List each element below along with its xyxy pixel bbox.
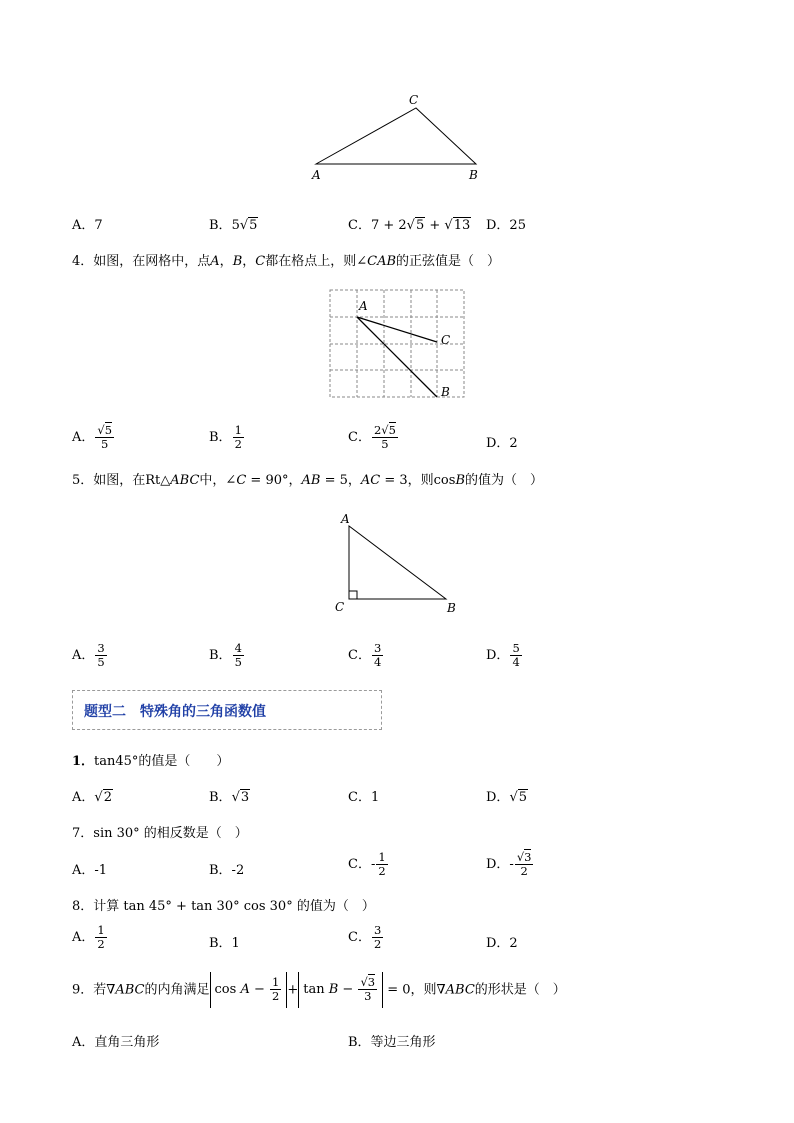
sqrt-expression: √5 — [509, 790, 528, 805]
q3-option-a[interactable]: A．7 — [72, 218, 103, 233]
denominator: 5 — [381, 437, 389, 451]
question-text: 的形状是（ ） — [474, 982, 566, 998]
sqrt-sign: √ — [360, 975, 368, 989]
denominator: 3 — [364, 989, 372, 1003]
numerator: 3 — [373, 641, 382, 655]
fraction — [372, 424, 398, 451]
radicand: 5 — [518, 790, 528, 805]
triangle-figure-q3 — [300, 88, 500, 188]
q4-option-a[interactable] — [72, 424, 115, 451]
side-ac: AC — [360, 473, 381, 488]
option-letter: C．- — [348, 857, 376, 872]
coefficient: 5 — [231, 218, 240, 233]
question-number: 1． — [72, 754, 95, 769]
numerator: 1 — [272, 975, 280, 989]
vertex-label-c: C — [409, 93, 419, 107]
sqrt-expression: √13 — [444, 218, 471, 233]
q1-option-b[interactable] — [209, 786, 250, 805]
sqrt-expression: √5 — [239, 218, 258, 233]
numerator: 1 — [97, 923, 105, 937]
question-5 — [72, 469, 543, 488]
q9-option-b[interactable]: B．等边三角形 — [348, 1035, 436, 1050]
absolute-value-1 — [210, 972, 288, 1008]
q3-option-b[interactable] — [209, 214, 258, 233]
radicand: 3 — [524, 850, 532, 864]
option-letter: C． — [348, 218, 371, 233]
q8-option-c[interactable] — [348, 924, 384, 951]
question-text: 的内角满足 — [144, 982, 210, 998]
q4-option-c[interactable] — [348, 424, 399, 451]
sqrt-sign: √ — [381, 423, 389, 437]
radicand: 5 — [388, 423, 396, 437]
radicand: 3 — [367, 975, 376, 989]
point-label-a: A — [359, 299, 368, 313]
option-letter: A． — [72, 930, 95, 945]
denominator: 5 — [234, 655, 242, 669]
question-text: = 0，则∇ — [383, 982, 446, 998]
option-letter: D． — [486, 790, 510, 805]
option-letter: A． — [72, 648, 95, 663]
numerator: 1 — [234, 423, 242, 437]
term-1: 7 + 2 — [370, 218, 407, 233]
denominator: 5 — [97, 655, 105, 669]
numerator: 1 — [378, 850, 386, 864]
vertex-label-a: A — [312, 168, 321, 182]
vertex-label-b: B — [469, 168, 478, 182]
q7-option-a[interactable]: A．-1 — [72, 863, 108, 878]
radicand: 13 — [453, 218, 471, 233]
denominator: 2 — [373, 937, 382, 951]
option-letter: B． — [209, 430, 232, 445]
question-text: = 5， — [320, 473, 361, 488]
option-letter: C． — [348, 430, 371, 445]
right-angle-marker — [349, 591, 357, 599]
question-text: 中，∠ — [199, 473, 237, 488]
triangle-abc-shape — [316, 108, 476, 164]
question-text: 的正弦值是（ ） — [396, 254, 501, 269]
fraction — [95, 642, 106, 669]
angle-name: CAB — [367, 254, 397, 269]
option-letter: C． — [348, 648, 371, 663]
fraction — [376, 851, 387, 878]
point-label-c: C — [441, 333, 451, 347]
angle-vertex: C — [236, 473, 247, 488]
fraction — [515, 851, 534, 878]
radicand: 2 — [103, 790, 112, 805]
absolute-value-2 — [298, 972, 383, 1008]
q5-option-d[interactable] — [486, 642, 523, 669]
option-letter: B． — [209, 218, 232, 233]
option-letter: D． — [486, 648, 510, 663]
q5-option-a[interactable] — [72, 642, 108, 669]
q8-option-a[interactable] — [72, 924, 108, 951]
fraction — [233, 424, 244, 451]
q5-option-b[interactable] — [209, 642, 245, 669]
q1-option-c[interactable]: C．1 — [348, 790, 380, 805]
q7-option-b[interactable]: B．-2 — [209, 863, 245, 878]
q1-option-a[interactable] — [72, 786, 113, 805]
question-text: 9．若∇ — [72, 982, 116, 998]
minus-sign: − — [249, 982, 269, 997]
separator: ， — [242, 254, 256, 269]
q8-option-d[interactable]: D．2 — [486, 936, 518, 951]
sqrt-expression: √2 — [94, 790, 112, 805]
denominator: 4 — [373, 655, 382, 669]
q4-option-b[interactable] — [209, 424, 245, 451]
numerator: 3 — [97, 641, 105, 655]
fraction — [358, 976, 377, 1003]
sqrt-sign: √ — [516, 850, 525, 864]
point-c: C — [255, 254, 266, 269]
q8-option-b[interactable]: B．1 — [209, 936, 240, 951]
vertex-label-c: C — [335, 600, 345, 614]
q9-option-a[interactable]: A．直角三角形 — [72, 1035, 160, 1050]
q3-option-c[interactable] — [348, 214, 471, 233]
coefficient: 2 — [373, 423, 382, 437]
question-text: 都在格点上，则∠ — [265, 254, 368, 269]
denominator: 2 — [272, 989, 280, 1003]
q7-option-c[interactable] — [348, 851, 389, 878]
plus-sign: + — [287, 982, 299, 998]
triangle-name: ABC — [115, 982, 145, 998]
sqrt-sign: √ — [97, 423, 105, 437]
option-letter: C． — [348, 930, 371, 945]
question-8: 8．计算 tan 45° + tan 30° cos 30° 的值为（ ） — [72, 899, 375, 914]
numerator: 3 — [373, 923, 382, 937]
question-text: = 90°， — [246, 473, 302, 488]
fraction — [270, 976, 281, 1003]
grid-figure-q4 — [325, 285, 475, 405]
q4-option-d[interactable]: D．2 — [486, 436, 518, 451]
plus-sign: + — [425, 218, 445, 233]
denominator: 4 — [512, 655, 520, 669]
question-text: = 3，则cos — [380, 473, 456, 488]
question-4 — [72, 250, 500, 269]
denominator: 2 — [234, 437, 242, 451]
question-text: 5．如图，在Rt△ — [72, 473, 171, 488]
side-ab: AB — [301, 473, 321, 488]
option-letter: D．- — [486, 857, 514, 872]
denominator: 2 — [378, 864, 386, 878]
q7-option-d[interactable] — [486, 851, 534, 878]
func-cos: cos — [214, 982, 237, 997]
option-letter: B． — [209, 648, 232, 663]
triangle-name: ABC — [445, 982, 475, 998]
denominator: 5 — [101, 437, 109, 451]
right-triangle-figure-q5 — [330, 510, 470, 620]
sqrt-expression: √3 — [231, 790, 250, 805]
point-b: B — [232, 254, 243, 269]
triangle-name: ABC — [170, 473, 200, 488]
radicand: 5 — [104, 423, 113, 437]
point-label-b: B — [441, 385, 450, 399]
radicand: 5 — [249, 218, 258, 233]
numerator: 5 — [512, 641, 520, 655]
point-a: A — [210, 254, 220, 269]
numerator: 4 — [234, 641, 242, 655]
question-text: tan45°的值是（ ） — [94, 754, 230, 769]
angle-a: A — [240, 982, 250, 997]
fraction — [95, 924, 106, 951]
q1-option-d[interactable] — [486, 786, 528, 805]
radicand: 3 — [240, 790, 250, 805]
q3-option-d[interactable]: D．25 — [486, 218, 526, 233]
question-1 — [72, 750, 229, 769]
q5-option-c[interactable] — [348, 642, 384, 669]
option-letter: A． — [72, 790, 95, 805]
question-text: 的值为（ ） — [465, 473, 544, 488]
section-title: 题型二 特殊角的三角函数值 — [84, 704, 266, 720]
question-9 — [72, 972, 566, 1008]
angle-b: B — [455, 473, 465, 488]
option-letter: A． — [72, 430, 95, 445]
angle-b: B — [328, 982, 339, 997]
fraction — [233, 642, 244, 669]
separator: ， — [219, 254, 233, 269]
question-7: 7．sin 30° 的相反数是（ ） — [72, 826, 248, 841]
vertex-label-a: A — [341, 512, 350, 526]
denominator: 2 — [520, 864, 528, 878]
minus-sign: − — [338, 982, 358, 997]
right-triangle-shape — [349, 526, 446, 599]
sqrt-expression: √5 — [406, 218, 425, 233]
fraction — [372, 924, 383, 951]
question-text: 4．如图，在网格中，点 — [72, 254, 211, 269]
option-letter: B． — [209, 790, 232, 805]
fraction — [95, 424, 114, 451]
vertex-label-b: B — [447, 601, 456, 615]
fraction — [372, 642, 383, 669]
func-tan: tan — [303, 982, 325, 997]
fraction — [510, 642, 521, 669]
section-header — [72, 690, 382, 730]
denominator: 2 — [97, 937, 105, 951]
radicand: 5 — [415, 218, 425, 233]
